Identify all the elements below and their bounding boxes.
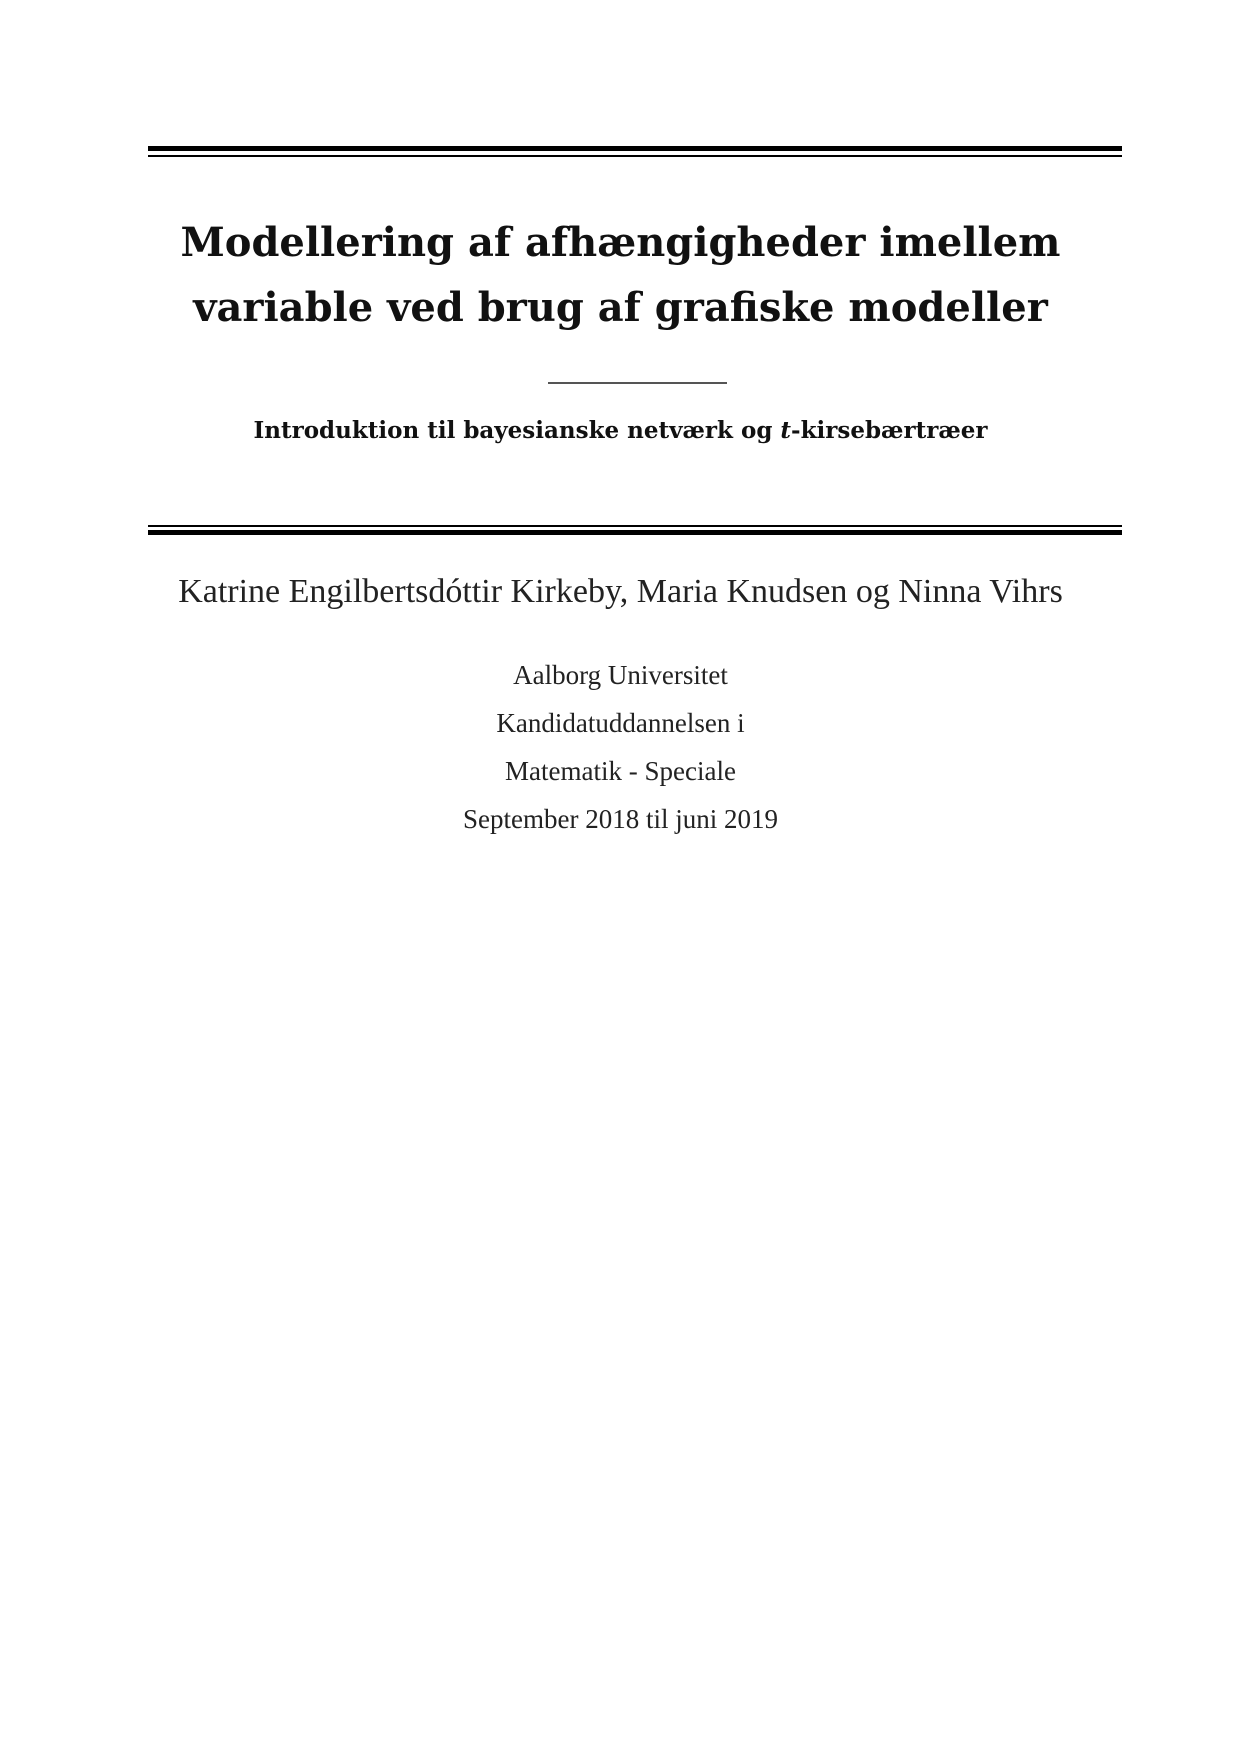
title-line-2: variable ved brug af grafiske modeller	[193, 284, 1048, 331]
title-separator-rule	[548, 382, 727, 384]
subtitle-italic-t: t	[780, 417, 792, 444]
bottom-rule-thick	[148, 530, 1122, 535]
top-rule-thick	[148, 146, 1122, 151]
bottom-rule-thin	[148, 525, 1122, 527]
document-subtitle	[0, 414, 1241, 448]
subtitle-text-start: Introduktion til bayesianske netværk og	[253, 417, 781, 444]
title-line-1: Modellering af afhængigheder imellem	[180, 219, 1061, 266]
period: September 2018 til juni 2019	[463, 804, 778, 834]
program: Kandidatuddannelsen i	[496, 708, 745, 738]
university: Aalborg Universitet	[513, 660, 728, 690]
top-rule-thin	[148, 155, 1122, 157]
affiliation-block	[0, 651, 1241, 843]
document-title	[0, 210, 1241, 340]
field-and-type: Matematik - Speciale	[505, 756, 736, 786]
authors: Katrine Engilbertsdóttir Kirkeby, Maria Knudsen og Ninna Vihrs	[178, 573, 1063, 610]
subtitle-text-end: -kirsebærtræer	[791, 417, 988, 444]
